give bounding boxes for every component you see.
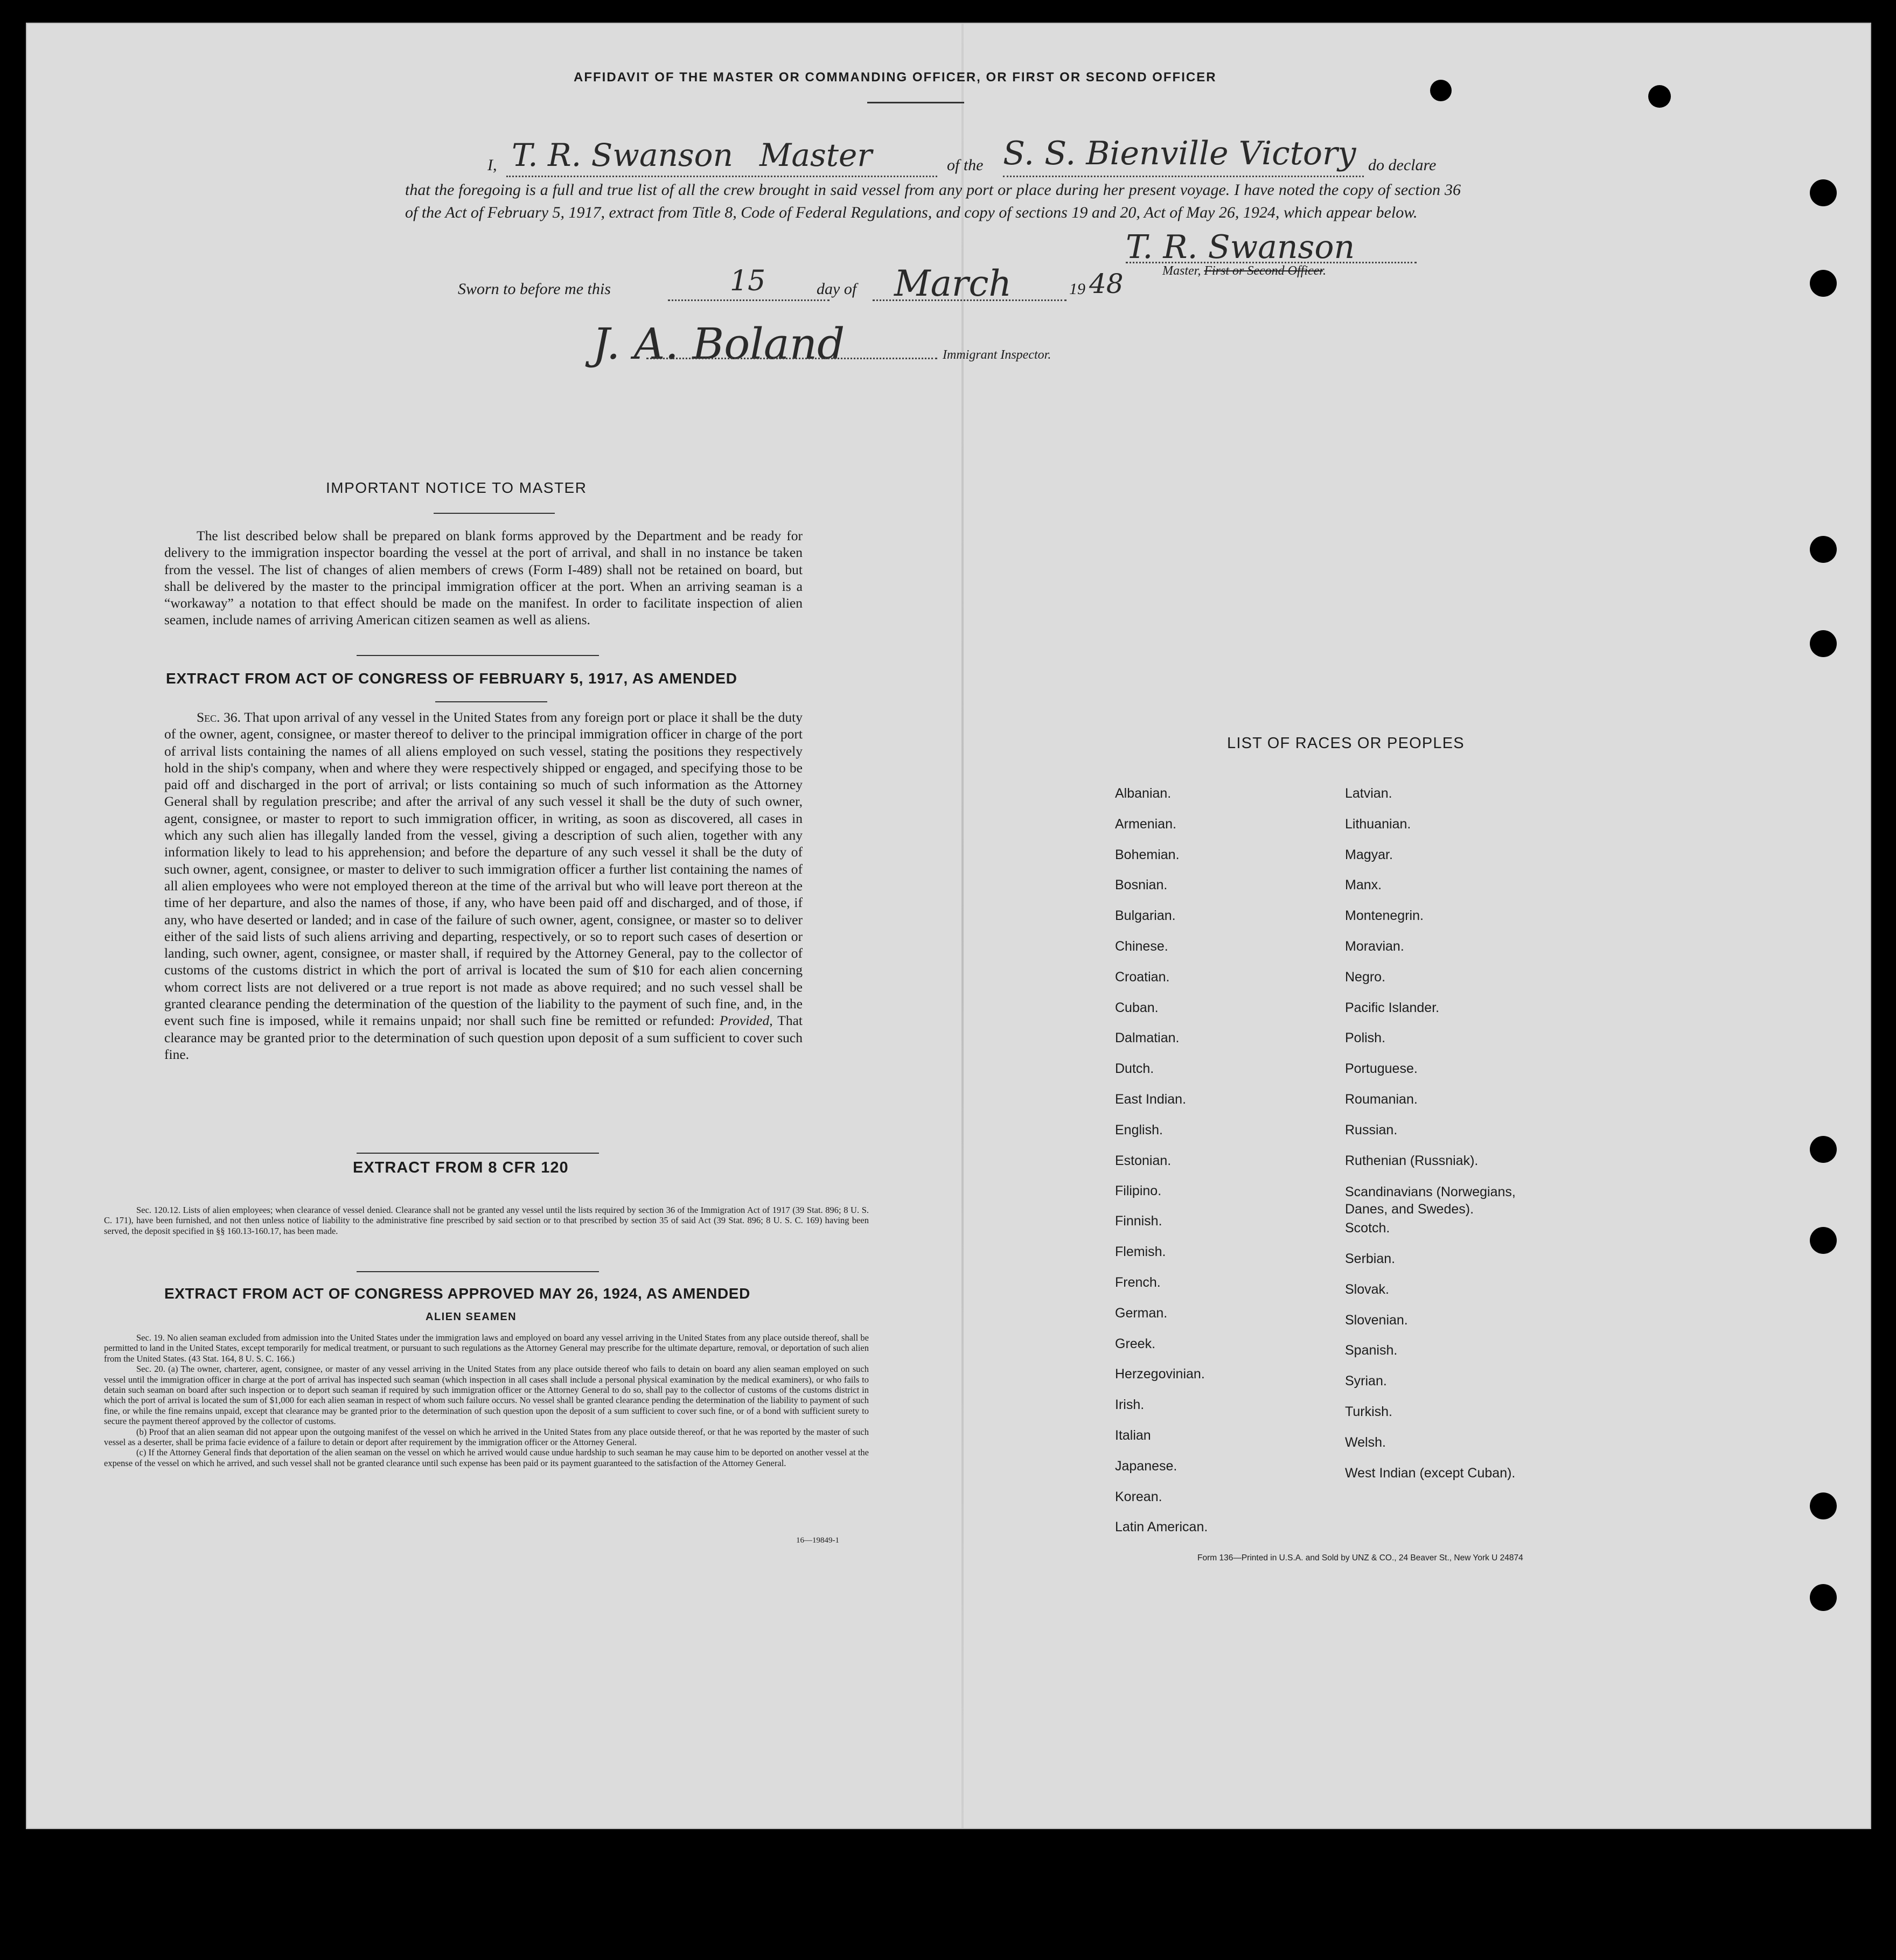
binder-hole [1810, 630, 1837, 657]
race-item: Italian [1115, 1428, 1151, 1443]
extract-1924-subtitle: ALIEN SEAMEN [426, 1311, 517, 1323]
sec19-text: Sec. 19. No alien seaman excluded from admission into the United States under the immigration laws and employed on board any vessel arriving in the United States from any place outside thereof, shall be permitted to land in the United States, except temporarily for medical treatment, or pursuant to such regulations as the Attorney General may prescribe for the ultimate departure, removal, or deportation of such alien from the United States. (43 Stat. 164, 8 U. S. C. 166.) [104, 1333, 869, 1364]
sec20a-text: Sec. 20. (a) The owner, charterer, agent, consignee, or master of any vessel arriving in the United States from any place outside thereof who fails to detain on board any alien seaman employed on such vessel until the immigration officer in charge at the port of arrival has inspected such seaman (which inspection in all cases shall include a personal physical examination by the medical examiners), or who fails to detain such seaman on board after such inspection or to deport such seaman if required by such immigration officer or the Attorney General to do so, shall pay to the collector of customs of the customs district in which the port of arrival is located the sum of $1,000 for each alien seaman in respect of whom such failure occurs. No vessel shall be granted clearance pending the determination of the liability to payment of such fine, or while the fine remains unpaid, except that clearance may be granted prior to the determination of such question upon the deposit of a sum sufficient to cover such fine, or of a bond with sufficient surety to secure the payment thereof approved by the collector of customs. [104, 1364, 869, 1427]
signature-caption-end: . [1322, 264, 1326, 278]
race-item: Dalmatian. [1115, 1030, 1180, 1046]
signature-caption [1162, 264, 1326, 278]
race-item: Bosnian. [1115, 877, 1168, 893]
day-handwritten: 15 [730, 265, 766, 297]
race-item: Lithuanian. [1345, 816, 1411, 832]
race-item: Bulgarian. [1115, 908, 1176, 924]
proviso-text: That clearance may be granted prior to the determination of such question upon deposit of a sum sufficient to cover such fine. [164, 1013, 803, 1062]
extract-cfr-end-rule [357, 1271, 599, 1272]
binder-hole [1648, 85, 1671, 108]
race-item: Russian. [1345, 1122, 1398, 1138]
sec20b-text: (b) Proof that an alien seaman did not appear upon the outgoing manifest of the vessel on which he arrived in the United States from any place outside thereof, or that he was reported by the master of such vessel as a deserter, shall be prima facie evidence of a failure to detain or deport after requirement by the immigration officer or the Attorney General. [104, 1426, 869, 1448]
race-item: French. [1115, 1275, 1161, 1290]
binder-hole [1810, 270, 1837, 297]
race-item: Negro. [1345, 969, 1386, 985]
vessel-name-handwritten: S. S. Bienville Victory [1003, 135, 1356, 172]
sworn-text: Sworn to before me this [458, 280, 611, 298]
notice-end-rule [357, 655, 599, 656]
proviso-label: Provided, [719, 1013, 773, 1029]
race-item: Scandinavians (Norwegians, Danes, and Swedes). [1345, 1184, 1516, 1217]
affidavit-do-declare: do declare [1368, 156, 1437, 174]
races-title: LIST OF RACES OR PEOPLES [1227, 735, 1465, 752]
affidavit-heading: AFFIDAVIT OF THE MASTER OR COMMANDING OFFICER, OR FIRST OR SECOND OFFICER [574, 70, 1217, 85]
race-item: Japanese. [1115, 1458, 1177, 1474]
race-item: Scotch. [1345, 1220, 1390, 1236]
race-item: Cuban. [1115, 1000, 1159, 1015]
inspector-signature-handwritten: J. A. Boland [593, 319, 845, 369]
binder-hole [1810, 179, 1837, 206]
race-item: Roumanian. [1345, 1092, 1418, 1107]
race-item: Armenian. [1115, 816, 1176, 832]
binder-hole [1810, 1136, 1837, 1163]
race-item: Syrian. [1345, 1373, 1387, 1389]
race-item: Manx. [1345, 877, 1382, 893]
year-handwritten: 48 [1089, 268, 1124, 299]
race-item: Herzegovinian. [1115, 1366, 1205, 1382]
printer-note: Form 136—Printed in U.S.A. and Sold by UNZ & CO., 24 Beaver St., New York U 24874 [1197, 1553, 1523, 1563]
race-item: Chinese. [1115, 939, 1168, 954]
race-item: Irish. [1115, 1397, 1145, 1413]
extract-cfr-title: EXTRACT FROM 8 CFR 120 [353, 1159, 569, 1176]
race-item: Dutch. [1115, 1061, 1154, 1077]
race-item: Finnish. [1115, 1213, 1162, 1229]
master-name-line [506, 176, 937, 177]
signature-caption-struck: First or Second Officer [1204, 264, 1323, 278]
race-item: Latvian. [1345, 786, 1392, 801]
signature-caption-prefix: Master, [1162, 264, 1201, 278]
year-prefix: 19 [1069, 280, 1085, 298]
notice-title: IMPORTANT NOTICE TO MASTER [326, 479, 587, 496]
race-item: Estonian. [1115, 1153, 1172, 1168]
binder-hole [1430, 80, 1452, 101]
sec20c-text: (c) If the Attorney General finds that deportation of the alien seaman on the vessel on which he arrived would cause undue hardship to such seaman he may cause him to be deported on another vessel at the expense of the vessel on which he arrived, and such vessel shall not be granted clearance until such expense has been paid or its payment guaranteed to the satisfaction of the Attorney General. [104, 1447, 869, 1468]
race-item: Slovak. [1345, 1281, 1389, 1297]
race-item: Albanian. [1115, 786, 1172, 801]
master-name-handwritten: T. R. Swanson [512, 137, 733, 173]
day-of-text: day of [817, 280, 857, 298]
sec36-text: That upon arrival of any vessel in the United States from any foreign port or place it shall be the duty of the owner, agent, consignee, or master thereof to deliver to the principal immigration officer in charge of the port of arrival lists containing the names of all aliens employed on such vessel, stating the positions they respectively hold in the ship's company, when and where they were respectively shipped or engaged, and specifying those to be paid off and discharged in the port of arrival; or lists containing so much of such information as the Attorney General shall by regulation prescribe; and after the arrival of any such vessel it shall be the duty of such owner, agent, consignee, or master to report to such immigration officer, in writing, as soon as discovered, all cases in which any such alien has illegally landed from the vessel, giving a description of such alien, together with any information likely to lead to his apprehension; and before the departure of any such vessel it shall be the duty of such owner, agent, consignee, or master to deliver to such immigration officer a further list containing the names of all alien employees who were not employed thereon at the time of the arrival but who will leave port thereon at the time of her departure, and also the names of those, if any, who have been paid off and discharged, and of those, if any, who have deserted or landed; and in case of the failure of such owner, agent, consignee, or master so to deliver either of the said lists of such aliens arriving and departing, respectively, or so to report such cases of desertion or landing, such owner, agent, consignee, or master shall, if required by the Attorney General, pay to the collector of customs of the customs district in which the port of arrival is located the sum of $10 for each alien concerning whom correct lists are not delivered or a true report is not made as above required; and no such vessel shall be granted clearance pending the determination of the question of the liability to the payment of such fine, and, in the event such fine is imposed, while it remains unpaid; nor shall such fine be remitted or refunded: [164, 709, 803, 1029]
affidavit-of-the: of the [947, 156, 984, 174]
race-item: Ruthenian (Russniak). [1345, 1153, 1479, 1168]
notice-title-rule [434, 513, 555, 514]
extract-1917-title: EXTRACT FROM ACT OF CONGRESS OF FEBRUARY 5, 1917, AS AMENDED [166, 670, 737, 687]
extract-1924-body [104, 1333, 869, 1468]
inspector-signature-line [646, 358, 937, 359]
extract-1917-end-rule [357, 1153, 599, 1154]
race-item: Greek. [1115, 1336, 1156, 1351]
race-item: Moravian. [1345, 939, 1404, 954]
vessel-name-line [1003, 176, 1364, 177]
race-item: Pacific Islander. [1345, 1000, 1440, 1015]
race-item: Magyar. [1345, 847, 1393, 862]
sec36-label: Sec. 36. [197, 709, 241, 725]
race-item: Flemish. [1115, 1244, 1166, 1260]
race-item: English. [1115, 1122, 1163, 1138]
extract-1924-title: EXTRACT FROM ACT OF CONGRESS APPROVED MAY 26, 1924, AS AMENDED [164, 1285, 750, 1302]
race-item: Croatian. [1115, 969, 1170, 985]
binder-hole [1810, 1584, 1837, 1611]
extract-1917-rule [435, 701, 547, 702]
master-title-handwritten: Master [759, 137, 873, 173]
race-item: German. [1115, 1305, 1168, 1321]
master-signature-line [1126, 262, 1417, 263]
affidavit-i-prefix: I, [487, 156, 497, 174]
form-code: 16—19849-1 [796, 1536, 839, 1545]
form-sheet [26, 23, 1871, 1829]
master-signature-handwritten: T. R. Swanson [1126, 228, 1355, 266]
race-item: Korean. [1115, 1489, 1162, 1504]
race-item: Polish. [1345, 1030, 1386, 1046]
race-item: Bohemian. [1115, 847, 1180, 862]
race-item: Portuguese. [1345, 1061, 1418, 1077]
race-item: Latin American. [1115, 1519, 1208, 1535]
extract-1917-body [164, 709, 803, 1063]
binder-hole [1810, 536, 1837, 563]
race-item: West Indian (except Cuban). [1345, 1465, 1516, 1481]
race-item: Spanish. [1345, 1343, 1398, 1358]
race-item: East Indian. [1115, 1092, 1187, 1107]
race-item: Welsh. [1345, 1434, 1386, 1450]
inspector-caption: Immigrant Inspector. [943, 348, 1051, 362]
heading-rule [867, 102, 964, 103]
notice-text: The list described below shall be prepared on blank forms approved by the Department and be ready for delivery to the immigration inspector boarding the vessel at the port of arrival, and shall in no instance be taken from the vessel. The list of changes of alien members of crews (Form I-489) shall not be retained on board, but shall be delivered by the master to the principal immigration officer at the port. When an arriving seaman is a “workaway” a notation to that effect should be made on the manifest. In order to facilitate inspection of alien seamen, include names of arriving American citizen seamen as well as aliens. [164, 528, 803, 628]
binder-hole [1810, 1492, 1837, 1519]
race-item: Slovenian. [1345, 1312, 1408, 1328]
month-handwritten: March [894, 263, 1012, 304]
race-item: Serbian. [1345, 1251, 1396, 1266]
race-item: Filipino. [1115, 1183, 1162, 1199]
race-item: Turkish. [1345, 1404, 1392, 1419]
race-item: Montenegrin. [1345, 908, 1424, 924]
declaration-text: that the foregoing is a full and true list of all the crew brought in said vessel from any port or place during her present voyage. I have noted the copy of section 36 of the Act of February 5, 1917, extract from Title 8, Code of Federal Regulations, and copy of sections 19 and 20, Act of May 26, 1924, which appear below. [405, 181, 1461, 221]
day-line [668, 299, 830, 301]
binder-hole [1810, 1227, 1837, 1254]
extract-cfr-text: Sec. 120.12. Lists of alien employees; when clearance of vessel denied. Clearance shall not be granted any vessel until the lists required by section 36 of the Immigration Act of 1917 (39 Stat. 896; 8 U. S. C. 171), have been furnished, and not then unless notice of liability to the administrative fine prescribed by said section or to that prescribed by section 35 of said Act (39 Stat. 896; 8 U. S. C. 169) having been served, the deposit specified in §§ 160.13-160.17, has been made. [104, 1205, 869, 1236]
